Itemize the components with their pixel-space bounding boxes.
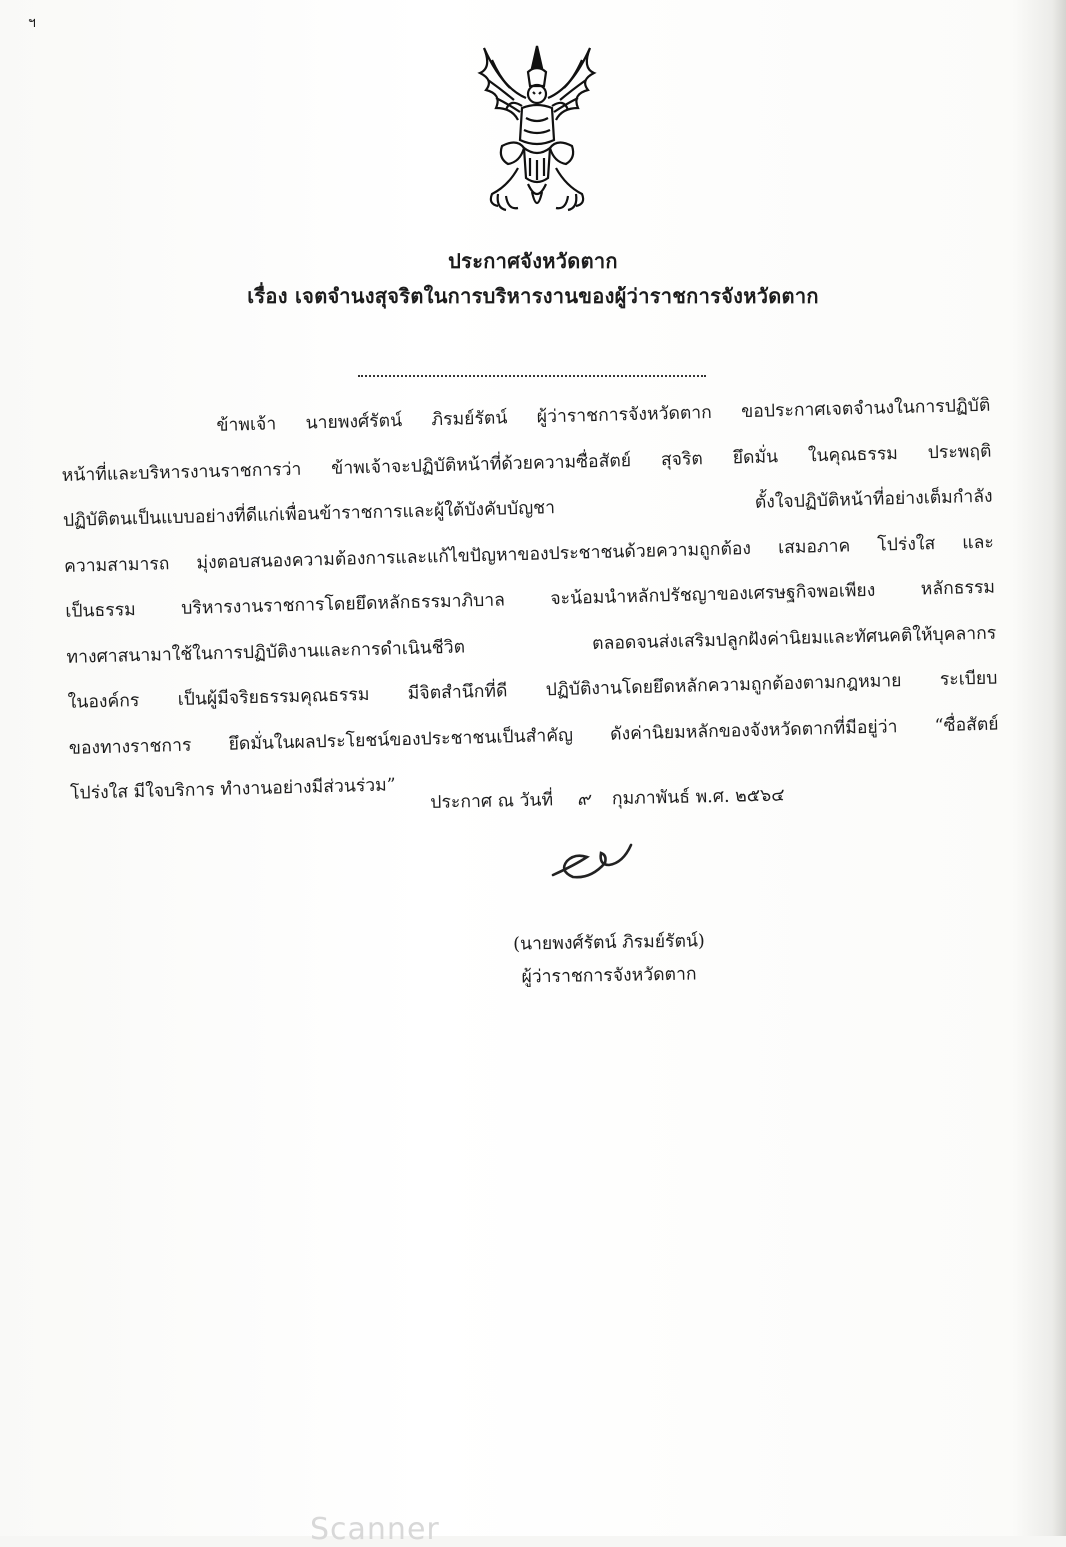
- dotted-divider: [358, 375, 706, 377]
- body-line: ทางศาสนามาใช้ในการปฏิบัติงานและการดำเนินชีวิต ตลอดจนส่งเสริมปลูกฝังค่านิยมและทัศนคติให้บุคลากร: [66, 623, 997, 668]
- body-line: ของทางราชการ ยึดมั่นในผลประโยชน์ของประชาชนเป็นสำคัญ ดังค่านิยมหลักของจังหวัดตากที่มีอยู่ว่า “ซื่อสัตย์: [68, 714, 999, 759]
- announcement-subject: เรื่อง เจตจำนงสุจริตในการบริหารงานของผู้ว่าราชการจังหวัดตาก: [247, 284, 819, 308]
- handwritten-signature: [545, 835, 645, 890]
- date-prefix: ประกาศ ณ วันที่: [430, 790, 554, 813]
- signer-title: ผู้ว่าราชการจังหวัดตาก: [521, 964, 697, 988]
- body-line: ความสามารถ มุ่งตอบสนองความต้องการและแก้ไขปัญหาของประชาชนด้วยความถูกต้อง เสมอภาค โปร่งใส และ: [63, 532, 995, 577]
- body-paragraph: [60, 384, 1000, 818]
- date-day: ๙: [576, 789, 591, 810]
- body-line: เป็นธรรม บริหารงานราชการโดยยึดหลักธรรมาภิบาล จะน้อมนำหลักปรัชญาของเศรษฐกิจพอเพียง หลักธรรม: [65, 577, 996, 622]
- body-line: โปร่งใส มีใจบริการ ทำงานอย่างมีส่วนร่วม”: [69, 775, 397, 804]
- date-month-year: กุมภาพันธ์ พ.ศ. ๒๕๖๔: [611, 785, 785, 810]
- garuda-emblem-icon: [462, 28, 612, 228]
- scanner-watermark: Scanner: [310, 1512, 440, 1547]
- body-line: ข้าพเจ้า นายพงศ์รัตน์ ภิรมย์รัตน์ ผู้ว่าราชการจังหวัดตาก ขอประกาศเจตจำนงในการปฏิบัติ: [216, 395, 991, 436]
- paper-edge-shadow: [1052, 0, 1066, 1536]
- announcement-title: ประกาศจังหวัดตาก: [448, 249, 618, 273]
- signer-name: (นายพงศ์รัตน์ ภิรมย์รัตน์): [513, 931, 706, 955]
- corner-mark: ฯ: [28, 15, 36, 31]
- body-line: ปฏิบัติตนเป็นแบบอย่างที่ดีแก่เพื่อนข้าราชการและผู้ใต้บังคับบัญชา ตั้งใจปฏิบัติหน้าที่อย่างเต็มกำลัง: [62, 486, 993, 531]
- body-line: ในองค์กร เป็นผู้มีจริยธรรมคุณธรรม มีจิตสำนึกที่ดี ปฏิบัติงานโดยยึดหลักความถูกต้องตามกฎหมาย ระเบียบ: [67, 668, 998, 713]
- body-line: หน้าที่และบริหารงานราชการว่า ข้าพเจ้าจะปฏิบัติหน้าที่ด้วยความซื่อสัตย์ สุจริต ยึดมั่น ในคุณธรรม ประพฤติ: [61, 441, 992, 486]
